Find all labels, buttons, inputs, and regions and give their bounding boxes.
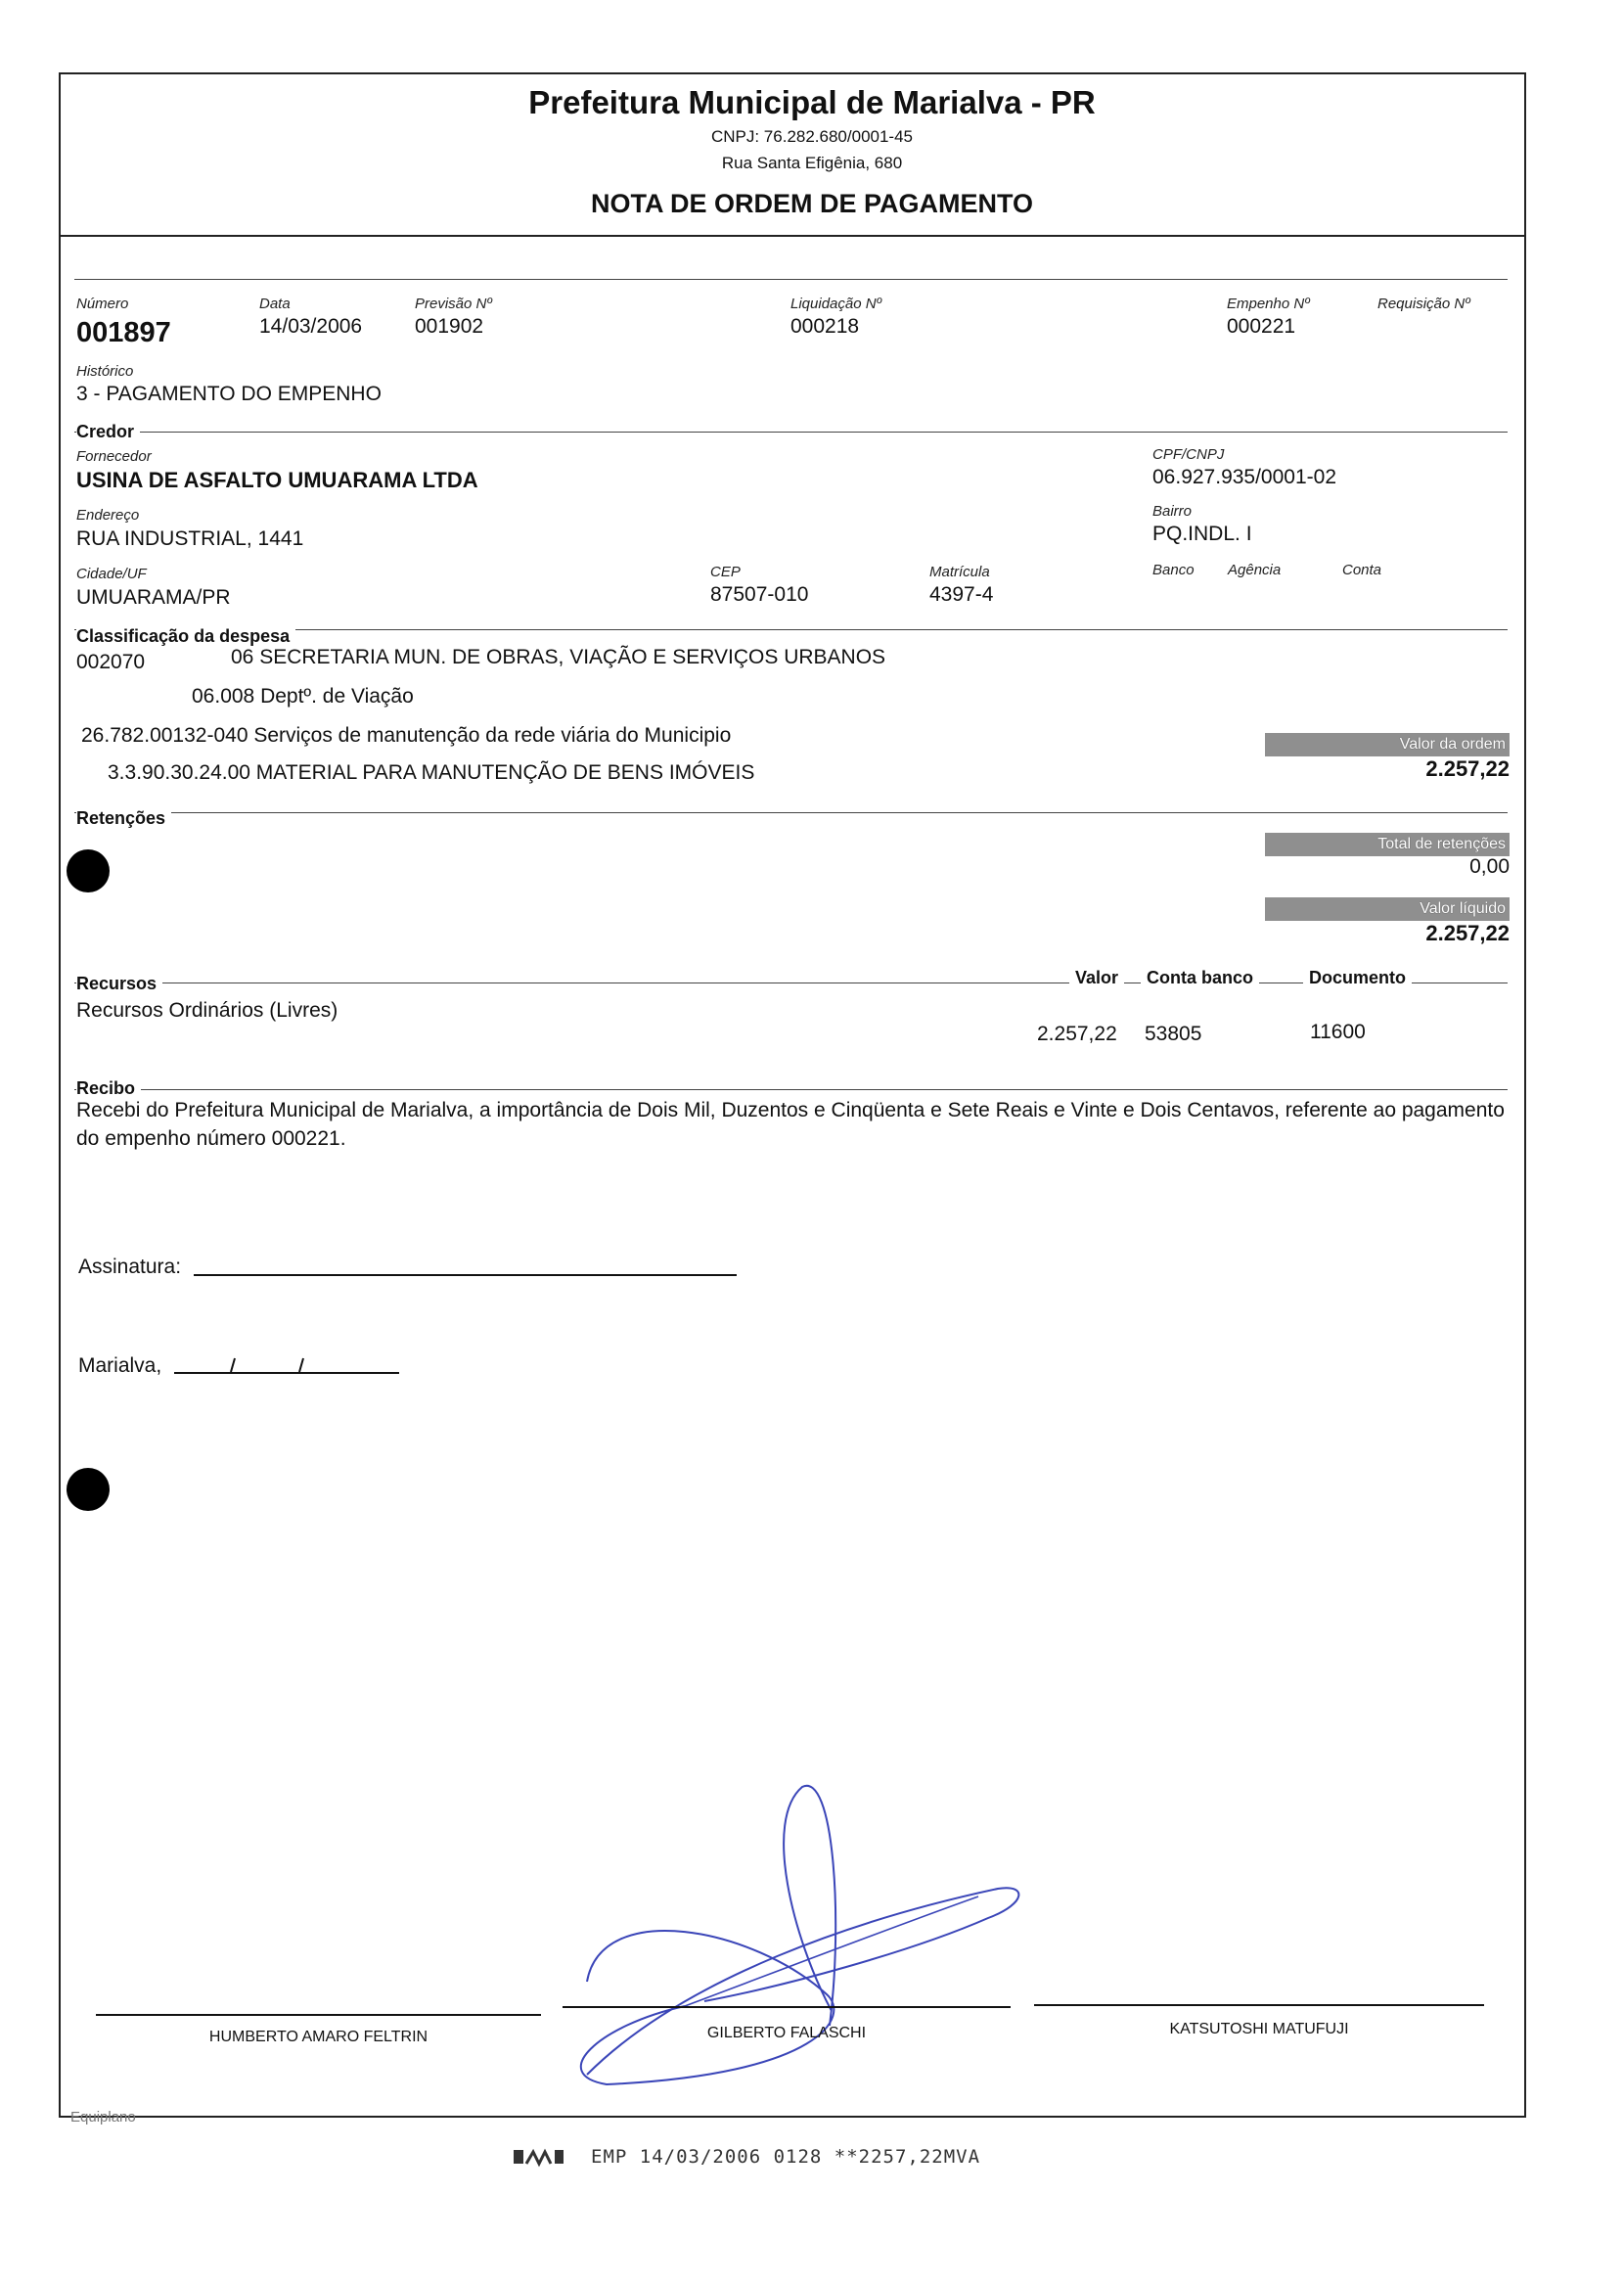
valor-liquido-value: 2.257,22 [1425,921,1510,945]
historico-label: Histórico [76,363,134,380]
cpf-label: CPF/CNPJ [1152,446,1225,463]
fornecedor-label: Fornecedor [76,448,152,465]
bank-stamp: EMP 14/03/2006 0128 **2257,22MVA [591,2146,981,2168]
elemento-text: 3.3.90.30.24.00 MATERIAL PARA MANUTENÇÃO DE BENS IMÓVEIS [108,761,755,784]
assinatura-line [194,1274,737,1276]
cidade-value: UMUARAMA/PR [76,586,231,609]
matricula-label: Matrícula [929,564,990,580]
stamp-mark-icon [512,2146,565,2168]
date-slashes-icon [172,1348,403,1376]
data-label: Data [259,296,291,312]
programa-text: 26.782.00132-040 Serviços de manutenção da rede viária do Municipio [81,724,732,747]
recursos-heading: Recursos [76,974,162,994]
cidade-label: Cidade/UF [76,566,147,582]
recursos-valor-label: Valor [1069,968,1124,988]
recursos-documento-label: Documento [1303,968,1412,988]
recibo-text: Recebi do Prefeitura Municipal de Marialva, a importância de Dois Mil, Duzentos e Cinqüenta e Sete Reais e Vinte e Dois Centavos, referente ao pagamento do empenho número 000221. [76,1099,1505,1150]
body-top-rule [74,279,1508,280]
classificacao-code: 002070 [76,651,146,673]
signature-line-1 [96,2014,541,2016]
liquidacao-label: Liquidação Nº [790,296,882,312]
endereco-label: Endereço [76,507,140,524]
data-value: 14/03/2006 [259,315,363,338]
local-label: Marialva, [78,1354,162,1377]
valor-ordem-bar: Valor da ordem [1265,733,1510,756]
municipality-title: Prefeitura Municipal de Marialva - PR [528,84,1096,120]
signatory-2: GILBERTO FALASCHI [706,2025,867,2041]
punch-hole-bottom [67,1468,110,1511]
recursos-conta-banco: 53805 [1145,1023,1202,1045]
secretaria-text: 06 SECRETARIA MUN. DE OBRAS, VIAÇÃO E SERVIÇOS URBANOS [231,646,886,668]
empenho-value: 000221 [1227,315,1296,338]
requisicao-label: Requisição Nº [1377,296,1470,312]
historico-value: 3 - PAGAMENTO DO EMPENHO [76,383,382,405]
header-separator [59,235,1526,237]
fornecedor-value: USINA DE ASFALTO UMUARAMA LTDA [76,468,478,492]
numero-value: 001897 [76,317,171,348]
bairro-value: PQ.INDL. I [1152,523,1252,545]
conta-label: Conta [1342,562,1382,578]
empenho-label: Empenho Nº [1227,296,1310,312]
total-retencoes-value: 0,00 [1469,855,1510,878]
recursos-conta-banco-label: Conta banco [1141,968,1259,988]
cep-value: 87507-010 [710,583,809,606]
retencoes-rule [74,812,1508,813]
date-blank-field [172,1348,403,1376]
handwritten-signature [567,1781,1027,2104]
cnpj-line: CNPJ: 76.282.680/0001-45 [710,127,914,146]
valor-liquido-bar: Valor líquido [1265,897,1510,921]
departamento-text: 06.008 Deptº. de Viação [192,685,414,708]
matricula-value: 4397-4 [929,583,994,606]
recursos-valor: 2.257,22 [1037,1023,1117,1045]
previsao-label: Previsão Nº [415,296,492,312]
cpf-value: 06.927.935/0001-02 [1152,466,1337,488]
credor-heading: Credor [76,422,140,442]
cep-label: CEP [710,564,741,580]
signature-line-2 [563,2006,1011,2008]
punch-hole-top [67,849,110,892]
signatory-3: KATSUTOSHI MATUFUJI [1169,2021,1349,2037]
numero-label: Número [76,296,129,312]
valor-ordem-value: 2.257,22 [1425,756,1510,781]
signature-line-3 [1034,2004,1484,2006]
recursos-documento: 11600 [1310,1021,1366,1043]
endereco-value: RUA INDUSTRIAL, 1441 [76,527,304,550]
assinatura-label: Assinatura: [78,1256,182,1278]
document-title: NOTA DE ORDEM DE PAGAMENTO [590,189,1033,218]
recursos-descricao: Recursos Ordinários (Livres) [76,999,338,1022]
agencia-label: Agência [1228,562,1282,578]
recibo-heading: Recibo [76,1078,141,1099]
classificacao-heading: Classificação da despesa [76,626,295,647]
bairro-label: Bairro [1152,503,1193,520]
banco-label: Banco [1152,562,1195,578]
signatory-1: HUMBERTO AMARO FELTRIN [208,2029,429,2045]
total-retencoes-bar: Total de retenções [1265,833,1510,856]
recibo-rule [74,1089,1508,1090]
previsao-value: 001902 [415,315,484,338]
liquidacao-value: 000218 [790,315,860,338]
credor-rule [74,432,1508,433]
address-line: Rua Santa Efigênia, 680 [721,154,903,172]
retencoes-heading: Retenções [76,808,171,829]
equiplano-brand: Equiplano [70,2109,136,2125]
